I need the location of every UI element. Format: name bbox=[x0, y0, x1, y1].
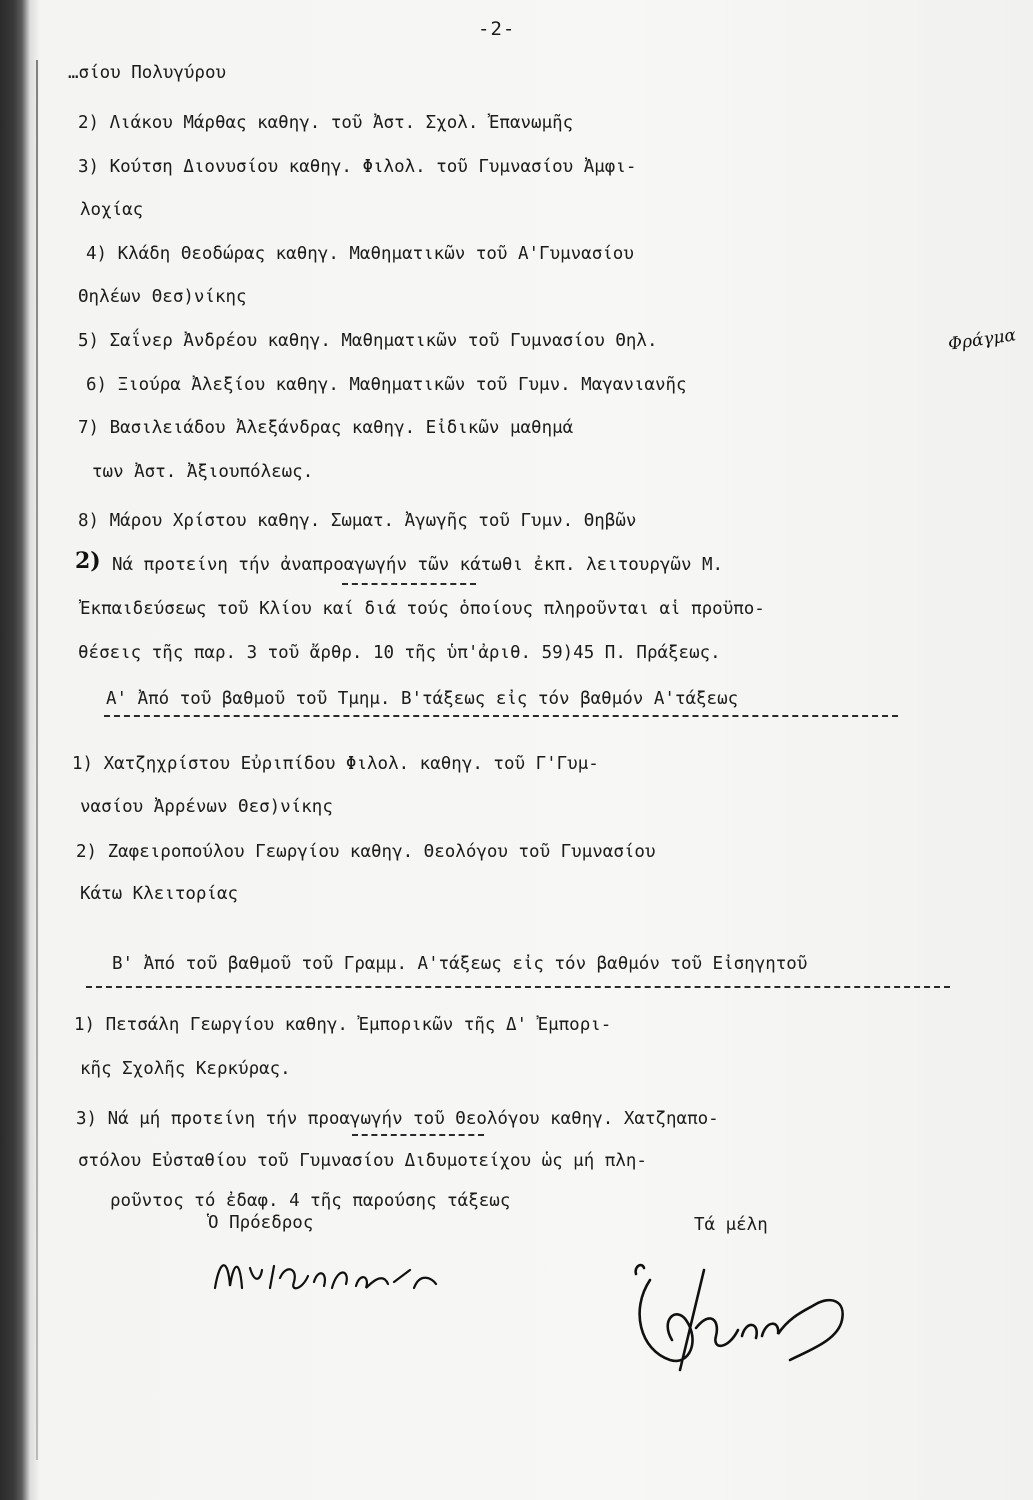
page-number: -2- bbox=[478, 18, 516, 40]
text-line: ροῦντος τό ἐδαφ. 4 τῆς παρούσης τάξεως bbox=[110, 1191, 511, 1211]
president-caption: Ὁ Πρόεδρος bbox=[208, 1213, 314, 1233]
text-line: λοχίας bbox=[80, 200, 144, 220]
members-caption: Τά μέλη bbox=[694, 1215, 768, 1235]
text-line: 3) Κούτση Διονυσίου καθηγ. Φιλολ. τοῦ Γυμνασίου Ἀμφι- bbox=[78, 157, 637, 177]
text-line: 5) Σαΐνερ Ἀνδρέου καθηγ. Μαθηματικῶν τοῦ Γυμνασίου Θηλ. bbox=[78, 331, 658, 351]
text-line: 3) Νά μή προτείνη τήν προαγωγήν τοῦ Θεολόγου καθηγ. Χατζηαπο- bbox=[76, 1109, 719, 1129]
text-line: 7) Βασιλειάδου Ἀλεξάνδρας καθηγ. Εἰδικῶν μαθημά bbox=[78, 418, 574, 438]
underline-dashes bbox=[86, 986, 950, 988]
text-line: 4) Κλάδη Θεοδώρας καθηγ. Μαθηματικῶν τοῦ Α'Γυμνασίου bbox=[86, 244, 634, 264]
text-line: στόλου Εὐσταθίου τοῦ Γυμνασίου Διδυμοτείχου ὡς μή πλη- bbox=[78, 1151, 647, 1171]
member-signature bbox=[620, 1240, 860, 1390]
text-line: 8) Μάρου Χρίστου καθηγ. Σωματ. Ἀγωγῆς τοῦ Γυμν. Θηβῶν bbox=[78, 511, 637, 531]
text-line: Κάτω Κλειτορίας bbox=[80, 884, 239, 904]
text-line: Νά προτείνη τήν ἀναπροαγωγήν τῶν κάτωθι ἐκπ. λειτουργῶν Μ. bbox=[112, 555, 724, 575]
binding-shadow bbox=[36, 60, 38, 1460]
underline-dashes bbox=[104, 715, 898, 717]
text-line: Ἐκπαιδεύσεως τοῦ Κλίου καί διά τούς ὁποίους πληροῦνται αἱ προϋπο- bbox=[80, 599, 765, 619]
handwritten-note: Φράγμα bbox=[946, 325, 1018, 355]
text-line: 1) Πετσάλη Γεωργίου καθηγ. Ἐμπορικῶν τῆς Δ' Ἐμπορι- bbox=[74, 1015, 612, 1035]
text-line: …σίου Πολυγύρου bbox=[68, 63, 227, 83]
text-line: των Ἀστ. Ἀξιουπόλεως. bbox=[92, 462, 314, 482]
section-heading-a: Α' Ἀπό τοῦ βαθμοῦ τοῦ Τμημ. Β'τάξεως εἰς τόν βαθμόν Α'τάξεως bbox=[106, 689, 739, 709]
text-line: νασίου Ἀρρένων Θεσ)νίκης bbox=[80, 797, 333, 817]
text-line: 1) Χατζηχρίστου Εὐριπίδου Φιλολ. καθηγ. τοῦ Γ'Γυμ- bbox=[72, 754, 599, 774]
section-heading-b: Β' Ἀπό τοῦ βαθμοῦ τοῦ Γραμμ. Α'τάξεως εἰς τόν βαθμόν τοῦ Εἰσηγητοῦ bbox=[112, 954, 808, 974]
text-line: 6) Ξιούρα Ἀλεξίου καθηγ. Μαθηματικῶν τοῦ Γυμν. Μαγανιανῆς bbox=[86, 375, 687, 395]
underline-dashes bbox=[352, 1134, 484, 1136]
text-line: 2) Λιάκου Μάρθας καθηγ. τοῦ Ἀστ. Σχολ. Ἐπανωμῆς bbox=[78, 113, 574, 133]
text-line: Θηλέων Θεσ)νίκης bbox=[78, 287, 247, 307]
underline-dashes bbox=[342, 583, 476, 585]
text-line: 2) Ζαφειροπούλου Γεωργίου καθηγ. Θεολόγου τοῦ Γυμνασίου bbox=[76, 842, 656, 862]
marginal-item-number: 2) bbox=[75, 548, 101, 574]
text-line: θέσεις τῆς παρ. 3 τοῦ ἄρθρ. 10 τῆς ὑπ'ἀριθ. 59)45 Π. Πράξεως. bbox=[78, 643, 721, 663]
president-signature bbox=[210, 1248, 440, 1308]
text-line: κῆς Σχολῆς Κερκύρας. bbox=[80, 1059, 291, 1079]
